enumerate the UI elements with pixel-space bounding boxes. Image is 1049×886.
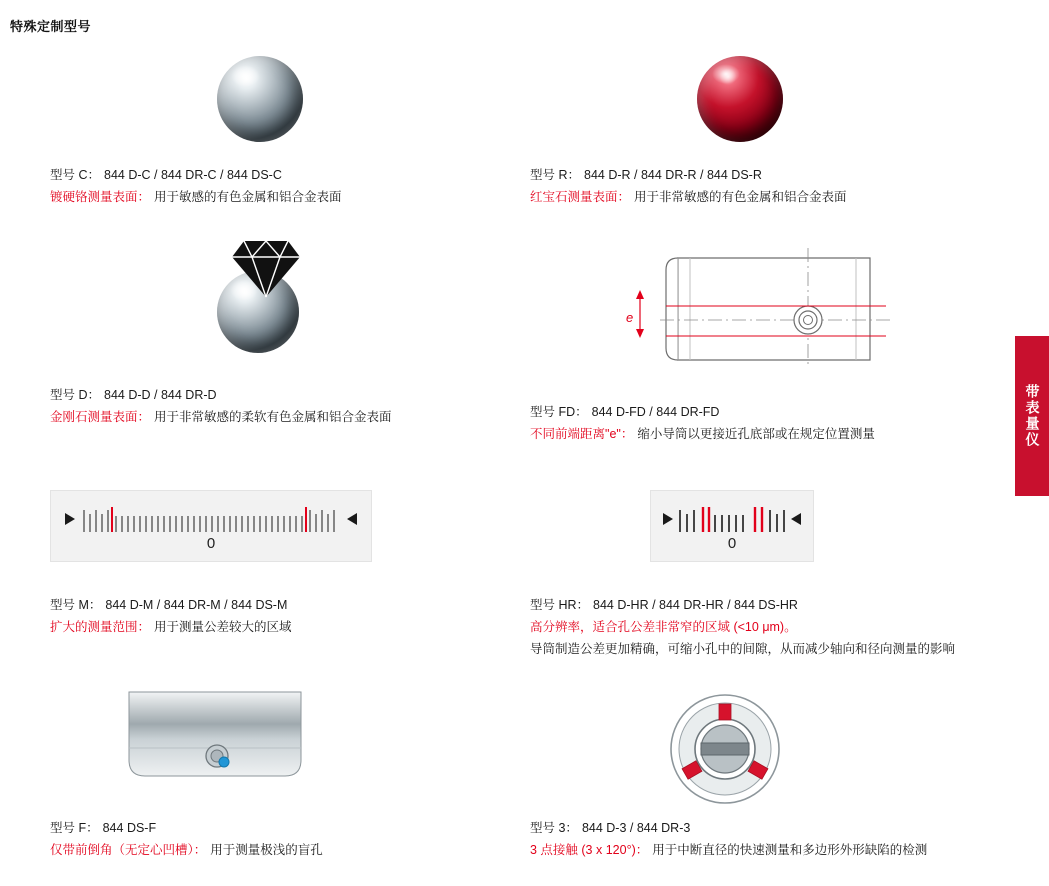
model-label-m: 型号 M： [50,598,102,612]
item-caption-3 [530,818,1030,862]
model-value-d: 844 D-D / 844 DR-D [104,388,217,402]
item-caption-r [530,165,1000,209]
model-value-r: 844 D-R / 844 DR-R / 844 DS-R [584,168,762,182]
model-label-r: 型号 R： [530,168,581,182]
figure-diamond-sphere [50,222,470,372]
model-value-f: 844 DS-F [102,821,157,835]
model-label-hr: 型号 HR： [530,598,590,612]
model-value-hr: 844 D-HR / 844 DR-HR / 844 DS-HR [593,598,798,612]
model-value-m: 844 D-M / 844 DR-M / 844 DS-M [105,598,288,612]
item-caption-hr [530,595,1030,661]
right-arrow-icon [347,513,357,525]
item-caption-fd [530,402,1000,446]
figure-chamfer-drawing [125,690,305,780]
chrome-sphere-icon [217,56,303,142]
feature-3: 3 点接触 (3 x 120°)： [530,842,649,857]
extra-line-hr: 导筒制造公差更加精确，可缩小孔中的间隙，从而减少轴向和径向测量的影响 [530,641,956,656]
model-value-c: 844 D-C / 844 DR-C / 844 DS-C [104,168,282,182]
model-label-f: 型号 F： [50,821,99,835]
item-caption-c [50,165,520,209]
feature-c: 镀硬铬测量表面： [50,189,151,204]
left-arrow-icon [65,513,75,525]
feature-f: 仅带前倒角（无定心凹槽）： [50,842,207,857]
figure-wide-scale [50,490,372,562]
model-label-c: 型号 C： [50,168,101,182]
item-caption-f [50,818,520,862]
description-fd: 缩小导筒以更接近孔底部或在规定位置测量 [637,426,875,441]
left-arrow-icon [663,513,673,525]
diamond-icon [230,237,302,299]
wide-scale-ticks [78,504,348,538]
feature-d: 金刚石测量表面： [50,409,151,424]
feature-hr: 高分辨率，适合孔公差非常窄的区域 (<10 μm)。 [530,619,797,634]
item-caption-d [50,385,520,429]
description-3: 用于中断直径的快速测量和多边形外形缺陷的检测 [652,842,928,857]
model-label-fd: 型号 FD： [530,405,588,419]
description-c: 用于敏感的有色金属和铝合金表面 [154,189,342,204]
page-title: 特殊定制型号 [10,19,92,34]
description-f: 用于测量极浅的盲孔 [210,842,323,857]
ruby-sphere-icon [697,56,783,142]
description-m: 用于测量公差较大的区域 [154,619,292,634]
three-point-contact-drawing [660,690,790,808]
figure-chrome-sphere [50,44,470,154]
feature-r: 红宝石测量表面： [530,189,631,204]
svg-text:e: e [626,310,634,325]
scale-zero-label: 0 [206,535,216,552]
description-r: 用于非常敏感的有色金属和铝合金表面 [634,189,847,204]
figure-three-point-drawing [660,690,790,808]
feature-fd: 不同前端距离"e"： [530,426,634,441]
model-label-d: 型号 D： [50,388,101,402]
wide-scale-graphic [50,490,372,562]
chamfer-bore-drawing [125,690,305,780]
figure-ruby-sphere [530,44,950,154]
bore-gauge-drawing [600,240,900,380]
model-label-3: 型号 3： [530,821,578,835]
description-d: 用于非常敏感的柔软有色金属和铝合金表面 [154,409,392,424]
model-value-3: 844 D-3 / 844 DR-3 [581,821,691,835]
model-value-fd: 844 D-FD / 844 DR-FD [591,405,720,419]
fine-scale-graphic [650,490,814,562]
figure-front-distance-drawing [600,240,900,380]
item-caption-m [50,595,520,639]
figure-fine-scale [650,490,814,562]
scale-zero-label: 0 [727,535,737,552]
fine-scale-ticks [675,504,793,538]
feature-m: 扩大的测量范围： [50,619,151,634]
side-tab-chapter-label: 带表量仪 [1015,336,1049,496]
